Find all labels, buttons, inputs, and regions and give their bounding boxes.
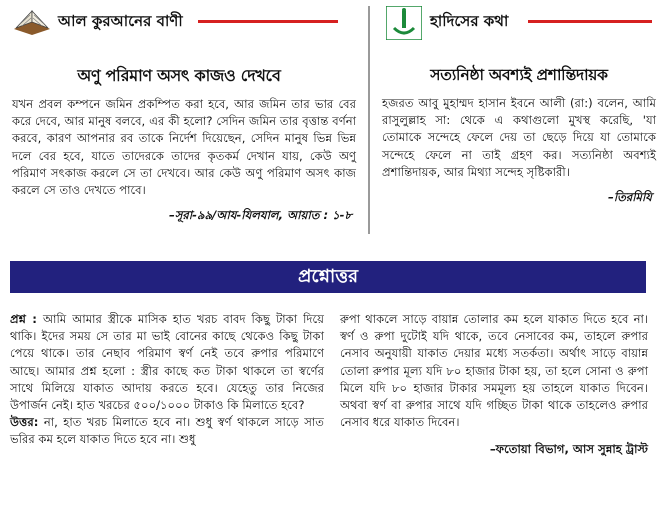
hadith-section (380, 0, 658, 208)
quran-book-icon (10, 5, 54, 41)
hadith-body: হজরত আবু মুহাম্মদ হাসান ইবনে আলী (রা:) বলেন, আমি রাসুলুল্লাহ সা: থেকে এ কথাগুলো মুখস্থ করেছি, 'যা তোমাকে সন্দেহে ফেলে দেয় তা ছেড়ে দিয়ে যা তোমাকে সন্দেহে ফেলে না তাই গ্রহণ কর। সত্যনিষ্ঠা অবশ্যই প্রশান্তিদায়ক, আর মিথ্যা সন্দেহ সৃষ্টিকারী। (382, 96, 656, 179)
qa-signature: –ফতোয়া বিভাগ, আস সুন্নাহ ট্রাস্ট (489, 442, 648, 457)
qa-answer-start (10, 414, 324, 448)
quran-section (0, 0, 358, 226)
hadith-header (380, 0, 658, 44)
column-divider (368, 6, 370, 234)
hadith-headline: সত্যনিষ্ঠা অবশ্যই প্রশান্তিদায়ক (430, 66, 608, 84)
question-text: আমি আমার স্ত্রীকে মাসিক হাত খরচ বাবদ কিছু টাকা দিয়ে থাকি। ইদের সময় সে তার মা ভাই বোনের কাছে থেকেও কিছু টাকা পেয়ে থাকে। তার নেছাব পরিমাণ স্বর্ণ নেই তবে রুপার পরিমাণে আছে। আমার প্রশ্ন হলো : স্ত্রীর কাছে কত টাকা থাকলে তা স্বর্ণের সাথে মিলিয়ে যাকাত আদায় করতে হবে। যেহেতু তার নিজের উপার্জন নেই। হাত খরচের ৫০০/১০০০ টাকাও কি মিলাতে হবে? (10, 312, 325, 413)
answer-label: উত্তর: (10, 415, 39, 430)
quran-header-rule (198, 20, 338, 23)
hadith-header-rule (528, 20, 652, 23)
quran-body: যখন প্রবল কম্পনে জমিন প্রকম্পিত করা হবে, আর জমিন তার ভার বের করে দেবে, আর মানুষ বলবে, এর কী হলো? সেদিন জমিন তার বৃত্তান্ত বর্ণনা করবে, কারণ আপনার রব তাকে নির্দেশ দিয়েছেন, সেদিন মানুষ ভিন্ন ভিন্ন দলে বের হবে, যাতে তাদেরকে তাদের কৃতকর্ম দেখান যায়, কেউ অণু পরিমাণ সৎকাজ করলে সে তা দেখবে। আর কেউ অণু পরিমাণ অসৎ কাজ করলে সে তাও দেখতে পাবে। (12, 97, 356, 198)
qa-question (10, 311, 324, 414)
qa-banner: প্রশ্নোত্তর (10, 261, 646, 293)
hadith-section-title: হাদিসের কথা (430, 12, 509, 30)
quran-header (0, 0, 358, 44)
answer-text-part1: না, হাত খরচ মিলাতে হবে না। শুধু স্বর্ণ থাকলে সাড়ে সাত ভরির কম হলে যাকাত দিতে হবে না। শুধু (10, 415, 325, 447)
quran-headline: অণু পরিমাণ অসৎ কাজও দেখবে (77, 66, 281, 85)
hadith-source: –তিরমিযি (608, 190, 652, 205)
hadith-emblem-icon (386, 6, 422, 44)
quran-section-title: আল কুরআনের বাণী (58, 12, 183, 30)
answer-text-part2: রুপা থাকলে সাড়ে বায়ান্ন তোলার কম হলে যাকাত দিতে হবে না। স্বর্ণ ও রুপা দুটোই যদি থাকে, তবে নেসাবের কম, তাহলে রুপার নেসাব অনুযায়ী যাকাত দেয়ার মধ্যে সতর্কতা। অর্থাৎ সাড়ে বায়ান্ন তোলা রুপার মূল্য যদি ৮০ হাজার টাকা হয়, তা হলে সোনা ও রুপা মিলে যদি ৮০ হাজার টাকার সমমূল্য হয় তাহলে যাকাত দিবেন। অথবা স্বর্ণ বা রুপার সাথে যদি গচ্ছিত টাকা থাকে তাহলেও রুপার নেসাব ধরে যাকাত দিবেন। (340, 312, 648, 430)
qa-right-column (340, 311, 648, 460)
question-label: প্রশ্ন : (10, 312, 37, 326)
qa-left-column (10, 311, 324, 449)
quran-source: –সূরা-৯৯/আয-যিলযাল, আয়াত : ১-৮ (168, 208, 352, 223)
